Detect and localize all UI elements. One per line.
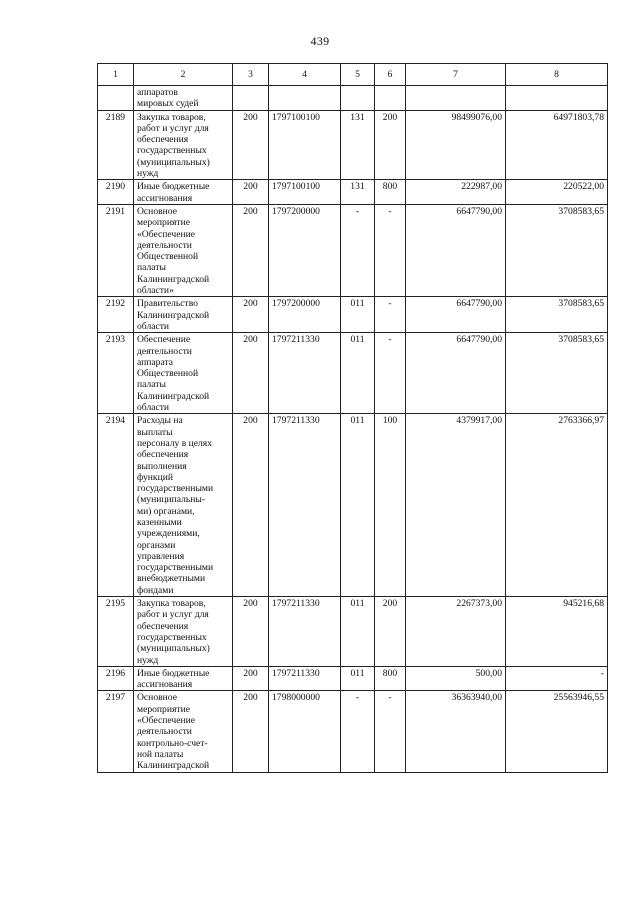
row-number-cell: 2195 [98,597,134,667]
amount-8-cell: 220522,00 [506,180,608,205]
column-5-cell: - [341,204,375,296]
column-header: 8 [506,64,608,86]
item-name-cell: Основное мероприятие «Обеспечение деятельности Общественной палаты Калининградской области» [134,204,233,296]
amount-7-cell: 36363940,00 [406,691,506,772]
row-number-cell: 2192 [98,297,134,333]
amount-8-cell: 3708583,65 [506,204,608,296]
amount-7-cell: 4379917,00 [406,414,506,597]
target-code-cell: 1797211330 [269,414,341,597]
column-5-cell: 011 [341,666,375,691]
table-row [98,333,608,414]
column-6-cell [375,86,406,111]
amount-8-cell: 3708583,65 [506,333,608,414]
item-name-cell: аппаратов мировых судей [134,86,233,111]
target-code-cell: 1797200000 [269,297,341,333]
target-code-cell: 1798000000 [269,691,341,772]
column-5-cell: 011 [341,297,375,333]
row-number-cell: 2197 [98,691,134,772]
column-header: 7 [406,64,506,86]
item-name-cell: Основное мероприятие «Обеспечение деятельности контрольно-счет- ной палаты Калининградской [134,691,233,772]
column-3-cell: 200 [233,414,269,597]
amount-8-cell: - [506,666,608,691]
table-row [98,86,608,111]
item-name-cell: Закупка товаров, работ и услуг для обеспечения государственных (муниципальных) нужд [134,110,233,180]
target-code-cell: 1797211330 [269,597,341,667]
column-3-cell: 200 [233,691,269,772]
item-name-cell: Иные бюджетные ассигнования [134,180,233,205]
table-row [98,204,608,296]
target-code-cell [269,86,341,111]
column-5-cell: 011 [341,333,375,414]
column-header: 6 [375,64,406,86]
amount-7-cell: 500,00 [406,666,506,691]
column-3-cell: 200 [233,297,269,333]
row-number-cell [98,86,134,111]
table-row [98,180,608,205]
column-3-cell: 200 [233,597,269,667]
row-number-cell: 2193 [98,333,134,414]
column-5-cell: 131 [341,180,375,205]
column-header: 3 [233,64,269,86]
column-6-cell: 200 [375,110,406,180]
column-6-cell: 200 [375,597,406,667]
column-5-cell [341,86,375,111]
amount-7-cell [406,86,506,111]
row-number-cell: 2194 [98,414,134,597]
column-6-cell: - [375,691,406,772]
amount-7-cell: 2267373,00 [406,597,506,667]
amount-7-cell: 98499076,00 [406,110,506,180]
column-3-cell: 200 [233,666,269,691]
page-number: 439 [310,34,330,48]
table-row [98,297,608,333]
amount-8-cell: 3708583,65 [506,297,608,333]
column-3-cell: 200 [233,333,269,414]
column-6-cell: - [375,333,406,414]
amount-8-cell: 64971803,78 [506,110,608,180]
column-3-cell: 200 [233,110,269,180]
column-header: 4 [269,64,341,86]
table-body [98,86,608,773]
target-code-cell: 1797200000 [269,204,341,296]
amount-8-cell [506,86,608,111]
target-code-cell: 1797100100 [269,180,341,205]
column-5-cell: - [341,691,375,772]
row-number-cell: 2189 [98,110,134,180]
amount-8-cell: 945216,68 [506,597,608,667]
amount-7-cell: 6647790,00 [406,297,506,333]
item-name-cell: Правительство Калининградской области [134,297,233,333]
column-3-cell [233,86,269,111]
column-5-cell: 011 [341,414,375,597]
amount-7-cell: 6647790,00 [406,204,506,296]
row-number-cell: 2190 [98,180,134,205]
column-3-cell: 200 [233,204,269,296]
row-number-cell: 2191 [98,204,134,296]
table-row [98,414,608,597]
column-3-cell: 200 [233,180,269,205]
item-name-cell: Иные бюджетные ассигнования [134,666,233,691]
column-6-cell: 800 [375,180,406,205]
row-number-cell: 2196 [98,666,134,691]
table-row [98,110,608,180]
table-header-row [98,64,608,86]
column-6-cell: 100 [375,414,406,597]
target-code-cell: 1797211330 [269,333,341,414]
column-header: 5 [341,64,375,86]
amount-7-cell: 6647790,00 [406,333,506,414]
column-6-cell: - [375,297,406,333]
target-code-cell: 1797100100 [269,110,341,180]
table-row [98,597,608,667]
column-5-cell: 011 [341,597,375,667]
item-name-cell: Обеспечение деятельности аппарата Общественной палаты Калининградской области [134,333,233,414]
amount-8-cell: 2763366,97 [506,414,608,597]
table-row [98,691,608,772]
item-name-cell: Расходы на выплаты персоналу в целях обеспечения выполнения функций государственными (муниципальны- ми) органами, казенными учреждениями, органами управления государственными внебюджетными фондами [134,414,233,597]
target-code-cell: 1797211330 [269,666,341,691]
column-6-cell: 800 [375,666,406,691]
amount-7-cell: 222987,00 [406,180,506,205]
column-6-cell: - [375,204,406,296]
amount-8-cell: 25563946,55 [506,691,608,772]
table-row [98,666,608,691]
column-header: 1 [98,64,134,86]
column-5-cell: 131 [341,110,375,180]
column-header: 2 [134,64,233,86]
item-name-cell: Закупка товаров, работ и услуг для обеспечения государственных (муниципальных) нужд [134,597,233,667]
budget-table [97,63,608,773]
